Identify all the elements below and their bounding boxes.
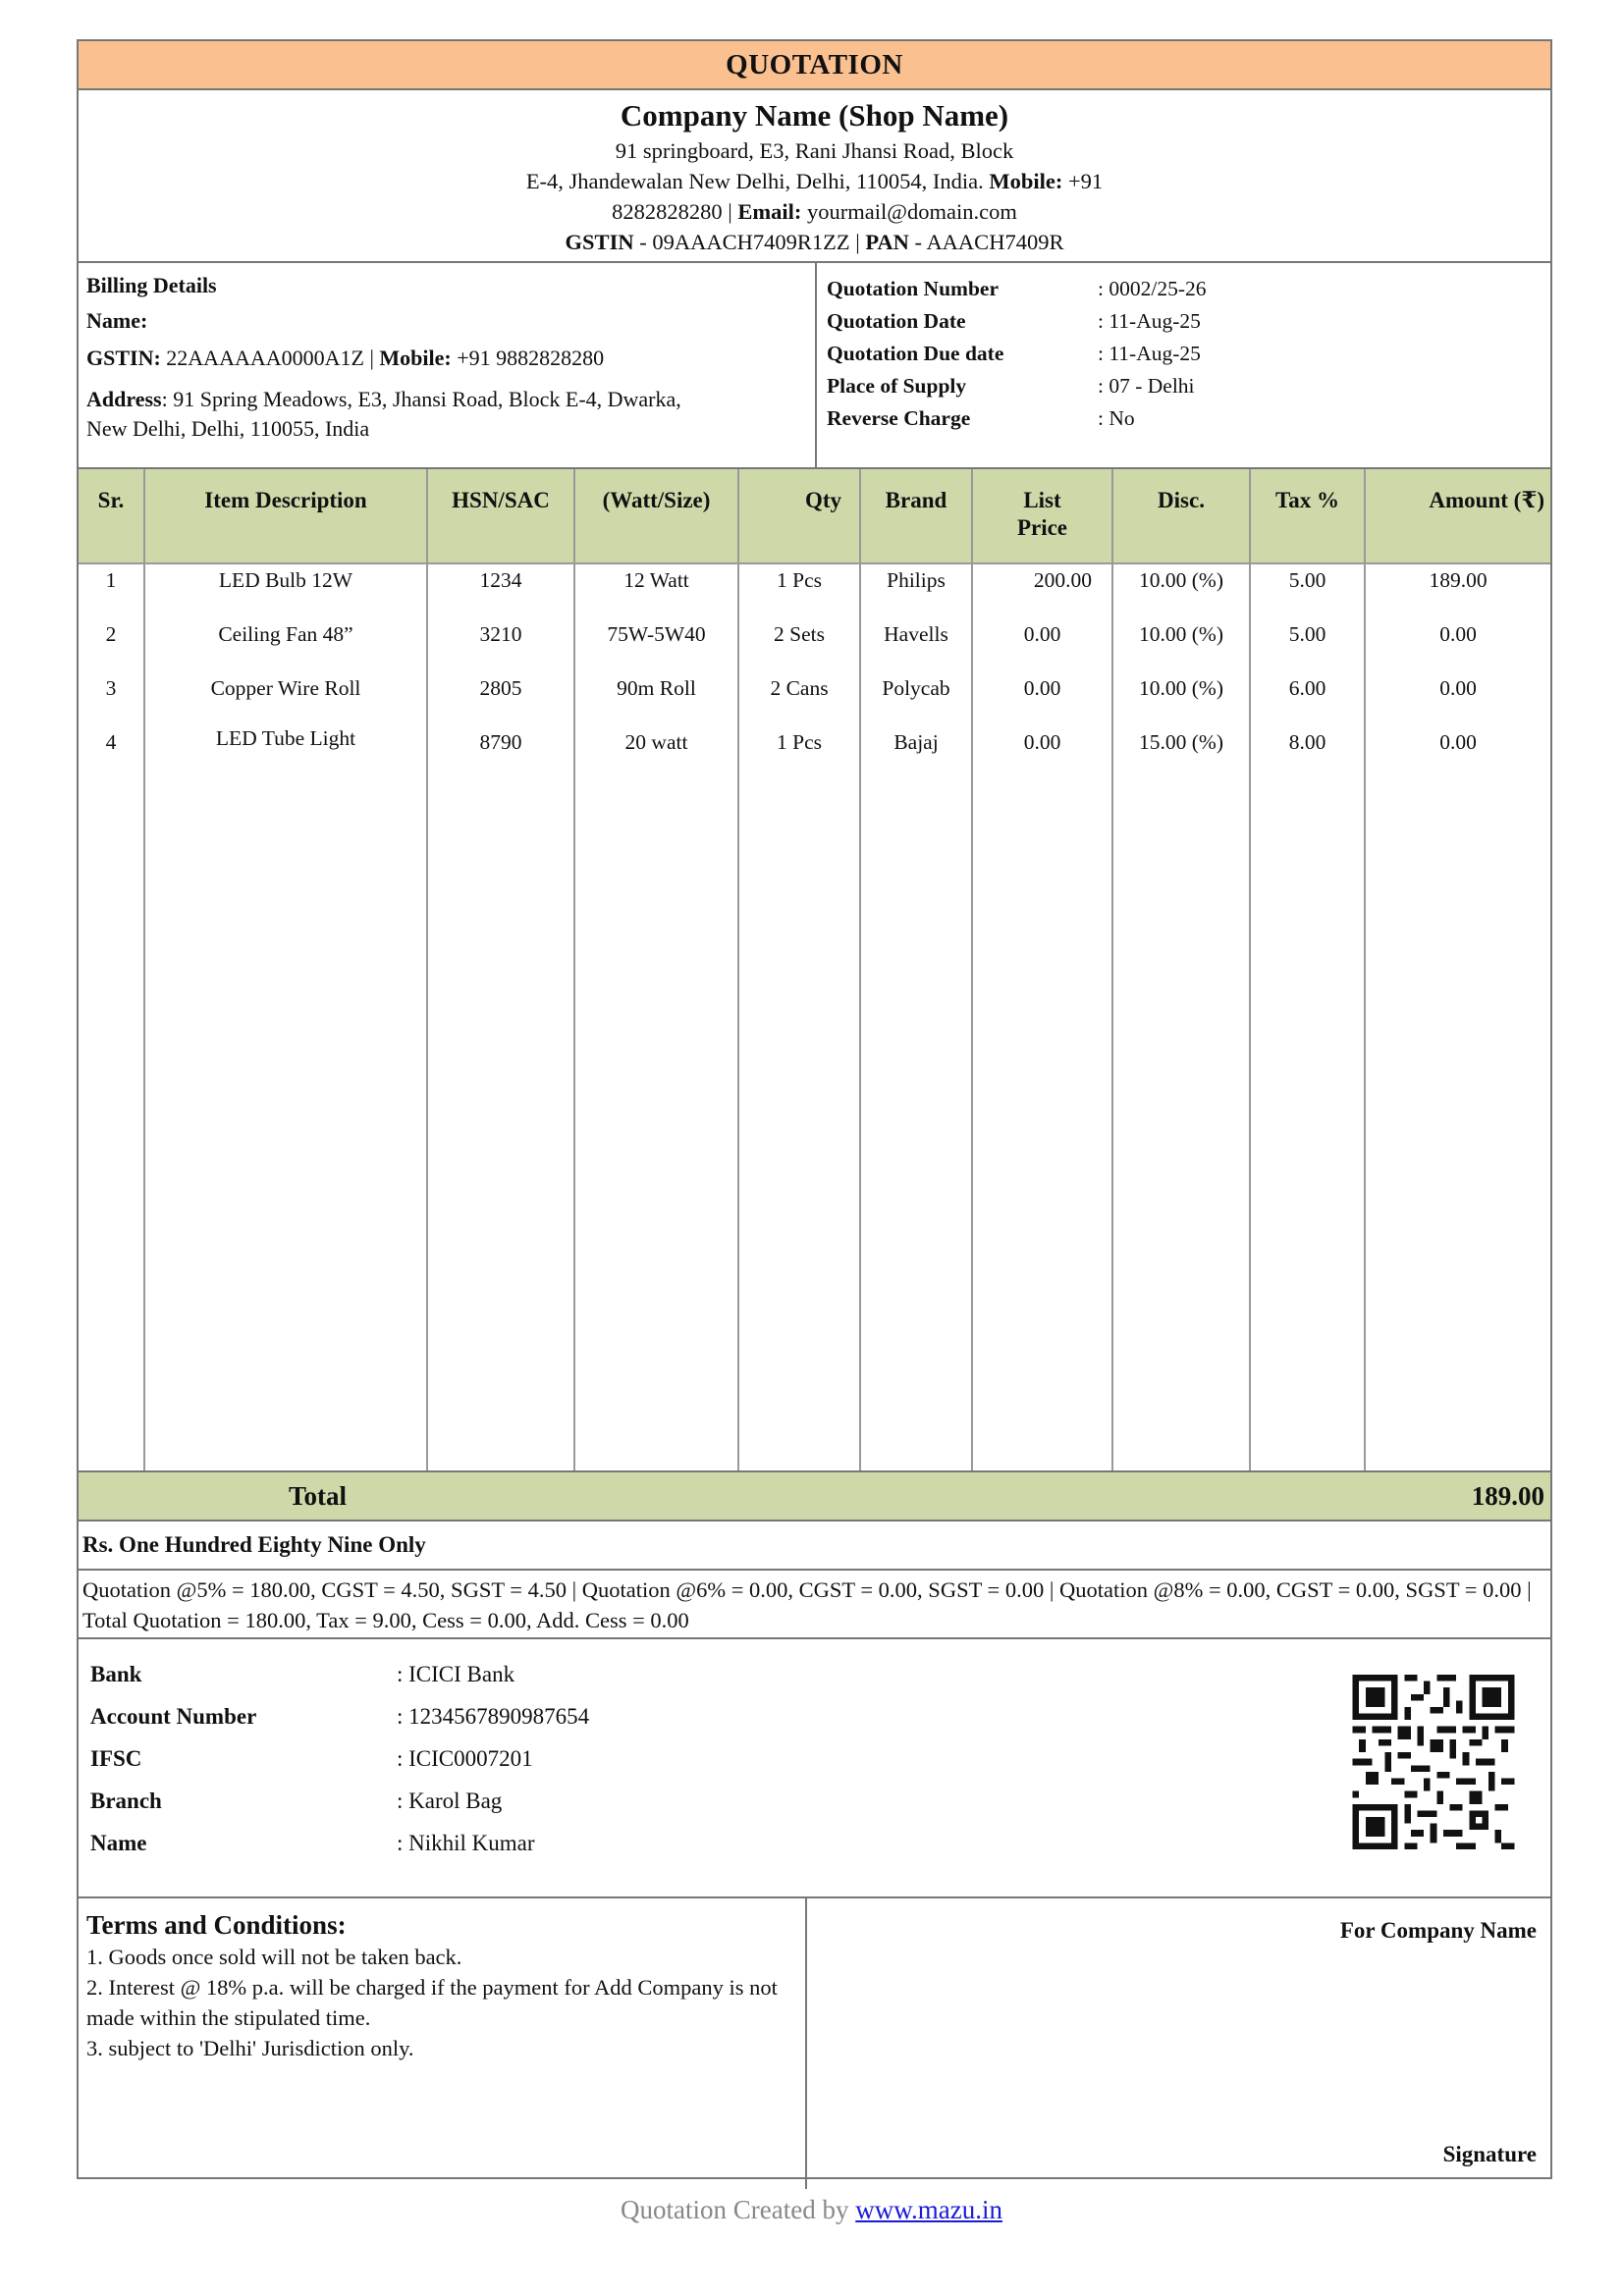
quotation-document [77,39,1552,2179]
cell-tax: 5.00 [1250,563,1365,618]
billing-details [79,263,817,467]
amount-in-words: Rs. One Hundred Eighty Nine Only [79,1522,1550,1571]
table-filler-row [79,780,1550,1470]
cell-amount: 189.00 [1429,568,1488,592]
company-email-label: Email: [737,199,802,224]
billing-address-row [86,385,807,414]
company-pan: AAACH7409R [926,230,1064,254]
quote-info-value: : 11-Aug-25 [1098,342,1201,365]
bank-row [90,1737,1539,1780]
bank-row [90,1822,1539,1864]
cell-brand: Polycab [860,672,972,726]
company-contact-line: 8282828280 | Email: yourmail@domain.com [612,199,1017,224]
cell-disc: 15.00 (%) [1112,726,1250,780]
company-mobile-prefix: +91 [1067,169,1104,193]
cell-list-price: 200.00 [972,563,1112,618]
filler-cell [738,780,860,1470]
signature-company: For Company Name [1339,1918,1537,1943]
total-value: 189.00 [1471,1480,1544,1511]
col-header: Disc. [1112,469,1250,563]
table-row [79,672,1550,726]
quote-info-label: Reverse Charge [827,406,971,430]
billing-gstin-label: GSTIN: [86,346,161,370]
footer-link[interactable]: www.mazu.in [855,2195,1002,2224]
company-address-line1: 91 springboard, E3, Rani Jhansi Road, Block [615,138,1014,163]
quote-info-label: Quotation Date [827,309,966,333]
table-row [79,618,1550,672]
bank-label: Branch [90,1789,162,1813]
total-row [79,1472,1550,1522]
billing-name-label: Name: [86,308,148,333]
billing-gstin-row: GSTIN: 22AAAAAA0000A1Z | Mobile: +91 9882828280 [86,346,605,370]
bank-value: : 1234567890987654 [397,1704,590,1729]
filler-cell [574,780,738,1470]
cell-hsn: 1234 [427,563,574,618]
bank-row [90,1695,1539,1737]
cell-disc: 10.00 (%) [1112,672,1250,726]
bank-value: : ICICI Bank [397,1662,515,1686]
cell-hsn: 2805 [427,672,574,726]
bank-details [79,1639,1550,1898]
col-header: Qty [738,469,860,563]
cell-list-price: 0.00 [972,672,1112,726]
col-header: (Watt/Size) [574,469,738,563]
total-label: Total [289,1480,348,1511]
bank-value: : Karol Bag [397,1789,503,1813]
company-pan-label: PAN [865,230,909,254]
document-title: QUOTATION [79,41,1550,90]
cell-size: 20 watt [574,726,738,780]
billing-heading: Billing Details [86,273,217,297]
company-address-line2 [79,166,1550,196]
filler-cell [144,780,427,1470]
quote-info-row [827,370,1541,402]
bank-label: Name [90,1831,147,1855]
company-mobile-number: 8282828280 [612,199,723,224]
cell-amount: 0.00 [1439,676,1477,700]
quote-info-value: : 11-Aug-25 [1098,309,1201,333]
items-table [79,469,1550,1470]
filler-cell [79,780,144,1470]
footer-prefix: Quotation Created by [621,2195,849,2224]
items-table-section [79,469,1550,1472]
billing-address-label: Address [86,387,162,411]
terms-item: 2. Interest @ 18% p.a. will be charged if the payment for Add Company is not made within the stipulated time. [86,1975,778,2030]
terms-item: 3. subject to 'Delhi' Jurisdiction only. [86,2036,414,2060]
filler-cell [427,780,574,1470]
bank-label: Bank [90,1662,142,1686]
cell-hsn: 3210 [427,618,574,672]
quotation-info [817,263,1550,467]
cell-qty: 2 Cans [738,672,860,726]
col-header: Brand [860,469,972,563]
billing-gstin: 22AAAAAA0000A1Z [166,346,364,370]
bank-label: Account Number [90,1704,257,1729]
cell-sr: 2 [79,618,144,672]
cell-sr: 1 [79,563,144,618]
table-row [79,563,1550,618]
signature-label: Signature [1442,2142,1537,2166]
billing-address-line1: : 91 Spring Meadows, E3, Jhansi Road, Block E-4, Dwarka, [161,387,681,411]
cell-amount: 0.00 [1439,730,1477,754]
billing-address-line2: New Delhi, Delhi, 110055, India [86,416,370,441]
bank-value: : Nikhil Kumar [397,1831,535,1855]
table-header-row [79,469,1550,563]
cell-description: Copper Wire Roll [144,672,427,726]
cell-brand: Philips [860,563,972,618]
bank-row [90,1780,1539,1822]
billing-section [79,263,1550,469]
table-row [79,726,1550,780]
footer-section [79,1898,1550,2189]
cell-qty: 1 Pcs [738,563,860,618]
page-footer [0,2195,1623,2225]
col-header: Item Description [144,469,427,563]
terms-and-conditions [79,1898,807,2189]
col-header: Sr. [79,469,144,563]
company-mobile-label: Mobile: [989,169,1063,193]
cell-size: 90m Roll [574,672,738,726]
quote-info-row [827,402,1541,435]
billing-name-row [86,306,807,336]
cell-disc: 10.00 (%) [1112,618,1250,672]
company-gstin-label: GSTIN [565,230,634,254]
filler-cell [860,780,972,1470]
cell-qty: 1 Pcs [738,726,860,780]
quote-info-value: : No [1098,406,1135,430]
qr-code-icon [1352,1675,1515,1849]
quote-info-row [827,338,1541,370]
quote-info-value: : 07 - Delhi [1098,374,1195,398]
signature-area [807,1898,1550,2189]
cell-tax: 5.00 [1250,618,1365,672]
cell-sr: 4 [79,726,144,780]
company-header [79,90,1550,263]
company-gstin: 09AAACH7409R1ZZ [652,230,850,254]
col-header: List Price [972,469,1112,563]
cell-description: LED Bulb 12W [144,563,427,618]
quote-info-value: : 0002/25-26 [1098,277,1207,300]
billing-mobile: +91 9882828280 [457,346,605,370]
tax-summary: Quotation @5% = 180.00, CGST = 4.50, SGST = 4.50 | Quotation @6% = 0.00, CGST = 0.00, SGST = 0.00 | Quotation @8% = 0.00, CGST = 0.00, SGST = 0.00 | Total Quotation = 180.00, Tax = 9.00, Cess = 0.00, Add. Cess = 0.00 [79,1571,1550,1639]
terms-item: 1. Goods once sold will not be taken back. [86,1945,462,1969]
filler-cell [1112,780,1250,1470]
quote-info-row [827,305,1541,338]
company-tax-ids: GSTIN - 09AAACH7409R1ZZ | PAN - AAACH7409R [565,230,1064,254]
cell-tax: 6.00 [1250,672,1365,726]
cell-brand: Havells [860,618,972,672]
company-address-text: E-4, Jhandewalan New Delhi, Delhi, 110054, India. [525,169,984,193]
company-name: Company Name (Shop Name) [620,98,1009,133]
cell-list-price: 0.00 [972,618,1112,672]
cell-hsn: 8790 [427,726,574,780]
cell-amount: 0.00 [1439,622,1477,646]
col-header: Tax % [1250,469,1365,563]
cell-size: 75W-5W40 [574,618,738,672]
cell-qty: 2 Sets [738,618,860,672]
cell-brand: Bajaj [860,726,972,780]
cell-tax: 8.00 [1250,726,1365,780]
cell-disc: 10.00 (%) [1112,563,1250,618]
quote-info-label: Quotation Due date [827,342,1004,365]
cell-description: Ceiling Fan 48” [144,618,427,672]
cell-list-price: 0.00 [972,726,1112,780]
terms-heading: Terms and Conditions: [86,1910,347,1940]
cell-size: 12 Watt [574,563,738,618]
cell-sr: 3 [79,672,144,726]
company-email[interactable]: yourmail@domain.com [807,199,1017,224]
quote-info-label: Place of Supply [827,374,967,398]
filler-cell [1250,780,1365,1470]
col-header: Amount (₹) [1365,469,1550,563]
bank-row [90,1653,1539,1695]
bank-value: : ICIC0007201 [397,1746,533,1771]
cell-description: LED Tube Light [144,726,427,780]
quote-info-label: Quotation Number [827,277,999,300]
filler-cell [1365,780,1550,1470]
filler-cell [972,780,1112,1470]
quote-info-row [827,273,1541,305]
billing-mobile-label: Mobile: [379,346,452,370]
col-header: HSN/SAC [427,469,574,563]
bank-label: IFSC [90,1746,142,1771]
